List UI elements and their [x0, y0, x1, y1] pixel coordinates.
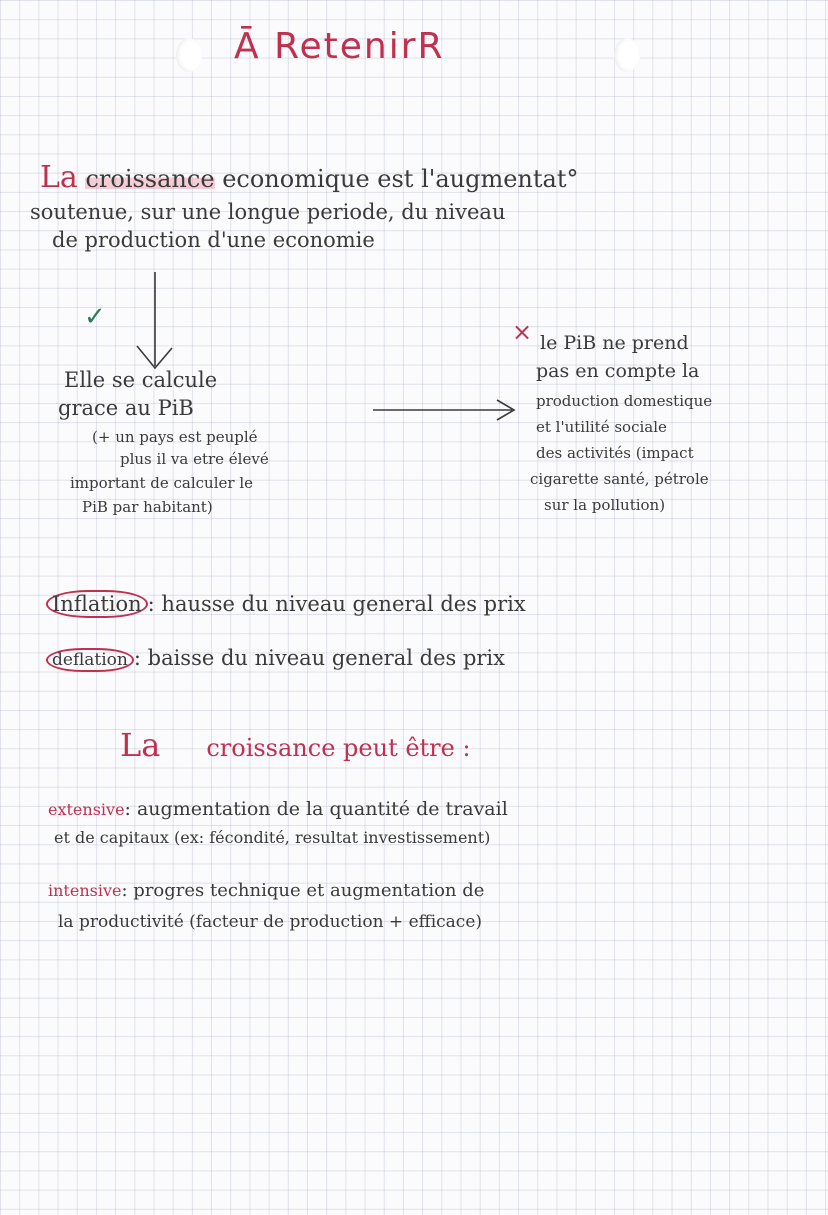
extensive-line-2: et de capitaux (ex: fécondité, resultat investissement) [54, 828, 491, 847]
deflation-definition [46, 646, 505, 670]
left-note-sub-1: (+ un pays est peuplé [92, 428, 258, 446]
down-arrow [137, 272, 172, 368]
left-note-line-1: Elle se calcule [64, 368, 218, 392]
definition-word-la: La [40, 160, 78, 195]
inflation-text: : hausse du niveau general des prix [147, 592, 526, 616]
cross-icon: × [512, 318, 533, 346]
intensive-line-1 [48, 880, 484, 901]
growth-heading-rest: croissance peut être : [206, 734, 471, 762]
page-title: Ā RetenirR [234, 26, 445, 67]
definition-line-3: de production d'une economie [52, 228, 375, 252]
right-note-line-5: des activités (impact [536, 444, 694, 462]
deflation-term: deflation [46, 648, 134, 672]
right-note-line-7: sur la pollution) [544, 496, 666, 514]
growth-heading [120, 726, 471, 764]
intensive-text-1: : progres technique et augmentation de [121, 880, 485, 901]
right-note-line-4: et l'utilité sociale [536, 418, 667, 436]
right-note-line-2: pas en compte la [536, 360, 700, 382]
right-arrow [373, 400, 514, 420]
left-note-sub-2: plus il va etre élevé [120, 450, 269, 468]
left-note-sub-3: important de calculer le [70, 474, 253, 492]
right-note-line-1: le PiB ne prend [540, 332, 689, 354]
definition-line-1-rest: economique est l'augmentat° [222, 165, 579, 193]
extensive-text-1: : augmentation de la quantité de travail [124, 798, 508, 820]
inflation-definition [46, 592, 526, 616]
intensive-line-2: la productivité (facteur de production + efficace) [58, 912, 483, 932]
left-note-sub-4: PiB par habitant) [82, 498, 213, 516]
deflation-text: : baisse du niveau general des prix [133, 646, 505, 670]
right-note-line-3: production domestique [536, 392, 713, 410]
definition-highlight: croissance [85, 165, 215, 193]
growth-heading-la: La [120, 726, 161, 764]
intensive-term: intensive [48, 881, 122, 900]
left-note-line-2: grace au PiB [58, 396, 194, 420]
extensive-line-1 [48, 798, 508, 820]
right-note-line-6: cigarette santé, pétrole [530, 470, 709, 488]
inflation-term: Inflation [46, 590, 148, 618]
extensive-term: extensive [48, 800, 125, 819]
definition-line-2: soutenue, sur une longue periode, du niveau [30, 200, 506, 224]
check-icon: ✓ [84, 302, 106, 332]
